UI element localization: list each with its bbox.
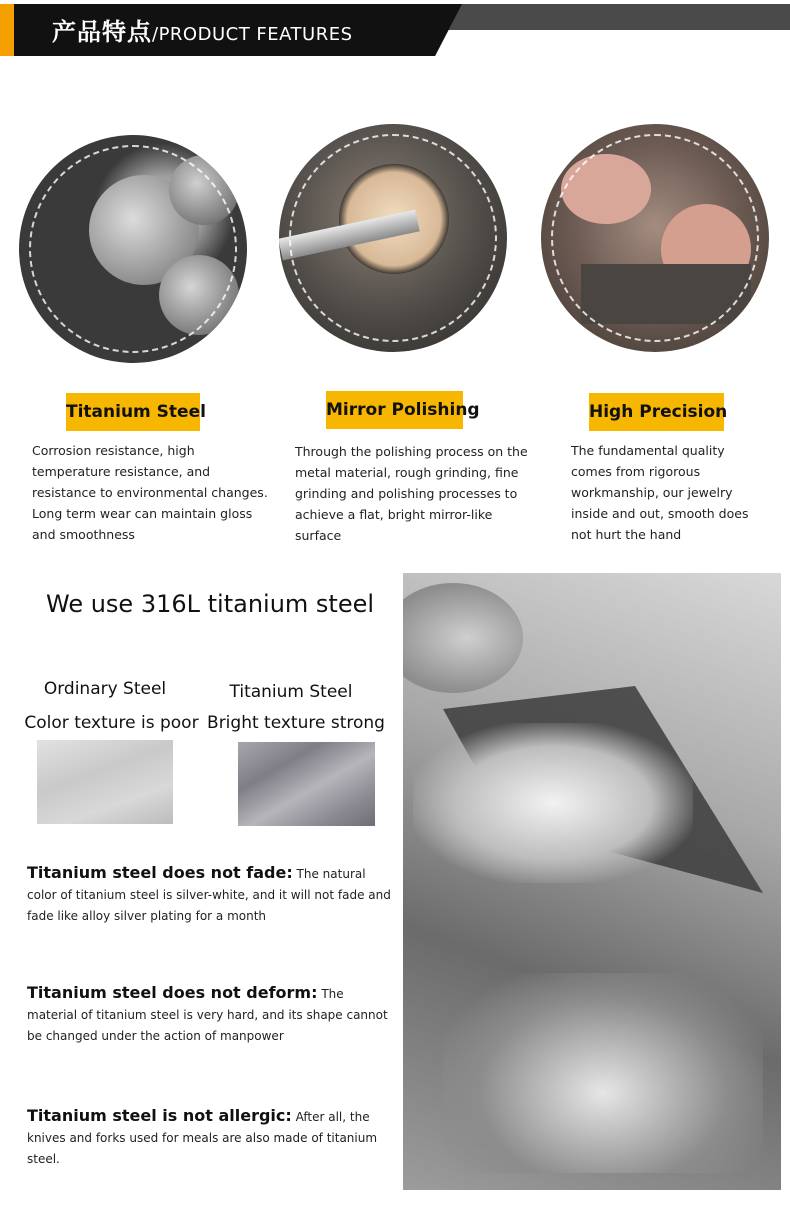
titanium-granules-photo: [403, 573, 781, 1190]
titanium-steel-title: Titanium Steel: [229, 682, 353, 702]
property-no-deform: [27, 982, 397, 1047]
feature-description-mirror-polishing: Through the polishing process on the metal material, rough grinding, fine grinding and polishing processes to achieve a flat, bright mirror-like surface: [295, 444, 528, 543]
ordinary-steel-note: Color texture is poor: [24, 713, 199, 733]
titanium-steel-swatch: [238, 742, 375, 826]
property-no-fade-lead: Titanium steel does not fade:: [27, 863, 293, 882]
titanium-rods-image: [19, 135, 247, 363]
property-no-deform-text: The material of titanium steel is very hard, and its shape cannot be changed under the action of manpower: [27, 987, 388, 1043]
property-not-allergic-lead: Titanium steel is not allergic:: [27, 1106, 292, 1125]
property-no-deform-lead: Titanium steel does not deform:: [27, 983, 318, 1002]
high-precision-image: [541, 124, 769, 352]
property-no-fade: [27, 862, 397, 927]
feature-label-mirror-polishing: Mirror Polishing: [326, 391, 463, 429]
feature-description-high-precision: The fundamental quality comes from rigorous workmanship, our jewelry inside and out, smooth does not hurt the hand: [571, 443, 749, 542]
material-heading: We use 316L titanium steel: [46, 590, 375, 618]
titanium-steel-note: Bright texture strong: [207, 713, 385, 733]
feature-description-titanium-steel: Corrosion resistance, high temperature resistance, and resistance to environmental changes. Long term wear can maintain gloss and smoothness: [32, 443, 268, 542]
page-title-cn: 产品特点: [52, 18, 152, 46]
property-not-allergic-text: After all, the knives and forks used for meals are also made of titanium steel.: [27, 1110, 378, 1166]
feature-label-titanium-steel: Titanium Steel: [66, 393, 200, 431]
property-no-fade-text: The natural color of titanium steel is silver-white, and it will not fade and fade like alloy silver plating for a month: [27, 867, 391, 923]
page-title-en: /PRODUCT FEATURES: [152, 24, 353, 45]
ordinary-steel-swatch: [37, 740, 173, 824]
property-not-allergic: [27, 1105, 397, 1170]
header-accent: [0, 4, 14, 56]
ordinary-steel-title: Ordinary Steel: [43, 679, 167, 699]
page-title: [52, 12, 353, 47]
feature-label-high-precision: High Precision: [589, 393, 724, 431]
mirror-polishing-image: [279, 124, 507, 352]
